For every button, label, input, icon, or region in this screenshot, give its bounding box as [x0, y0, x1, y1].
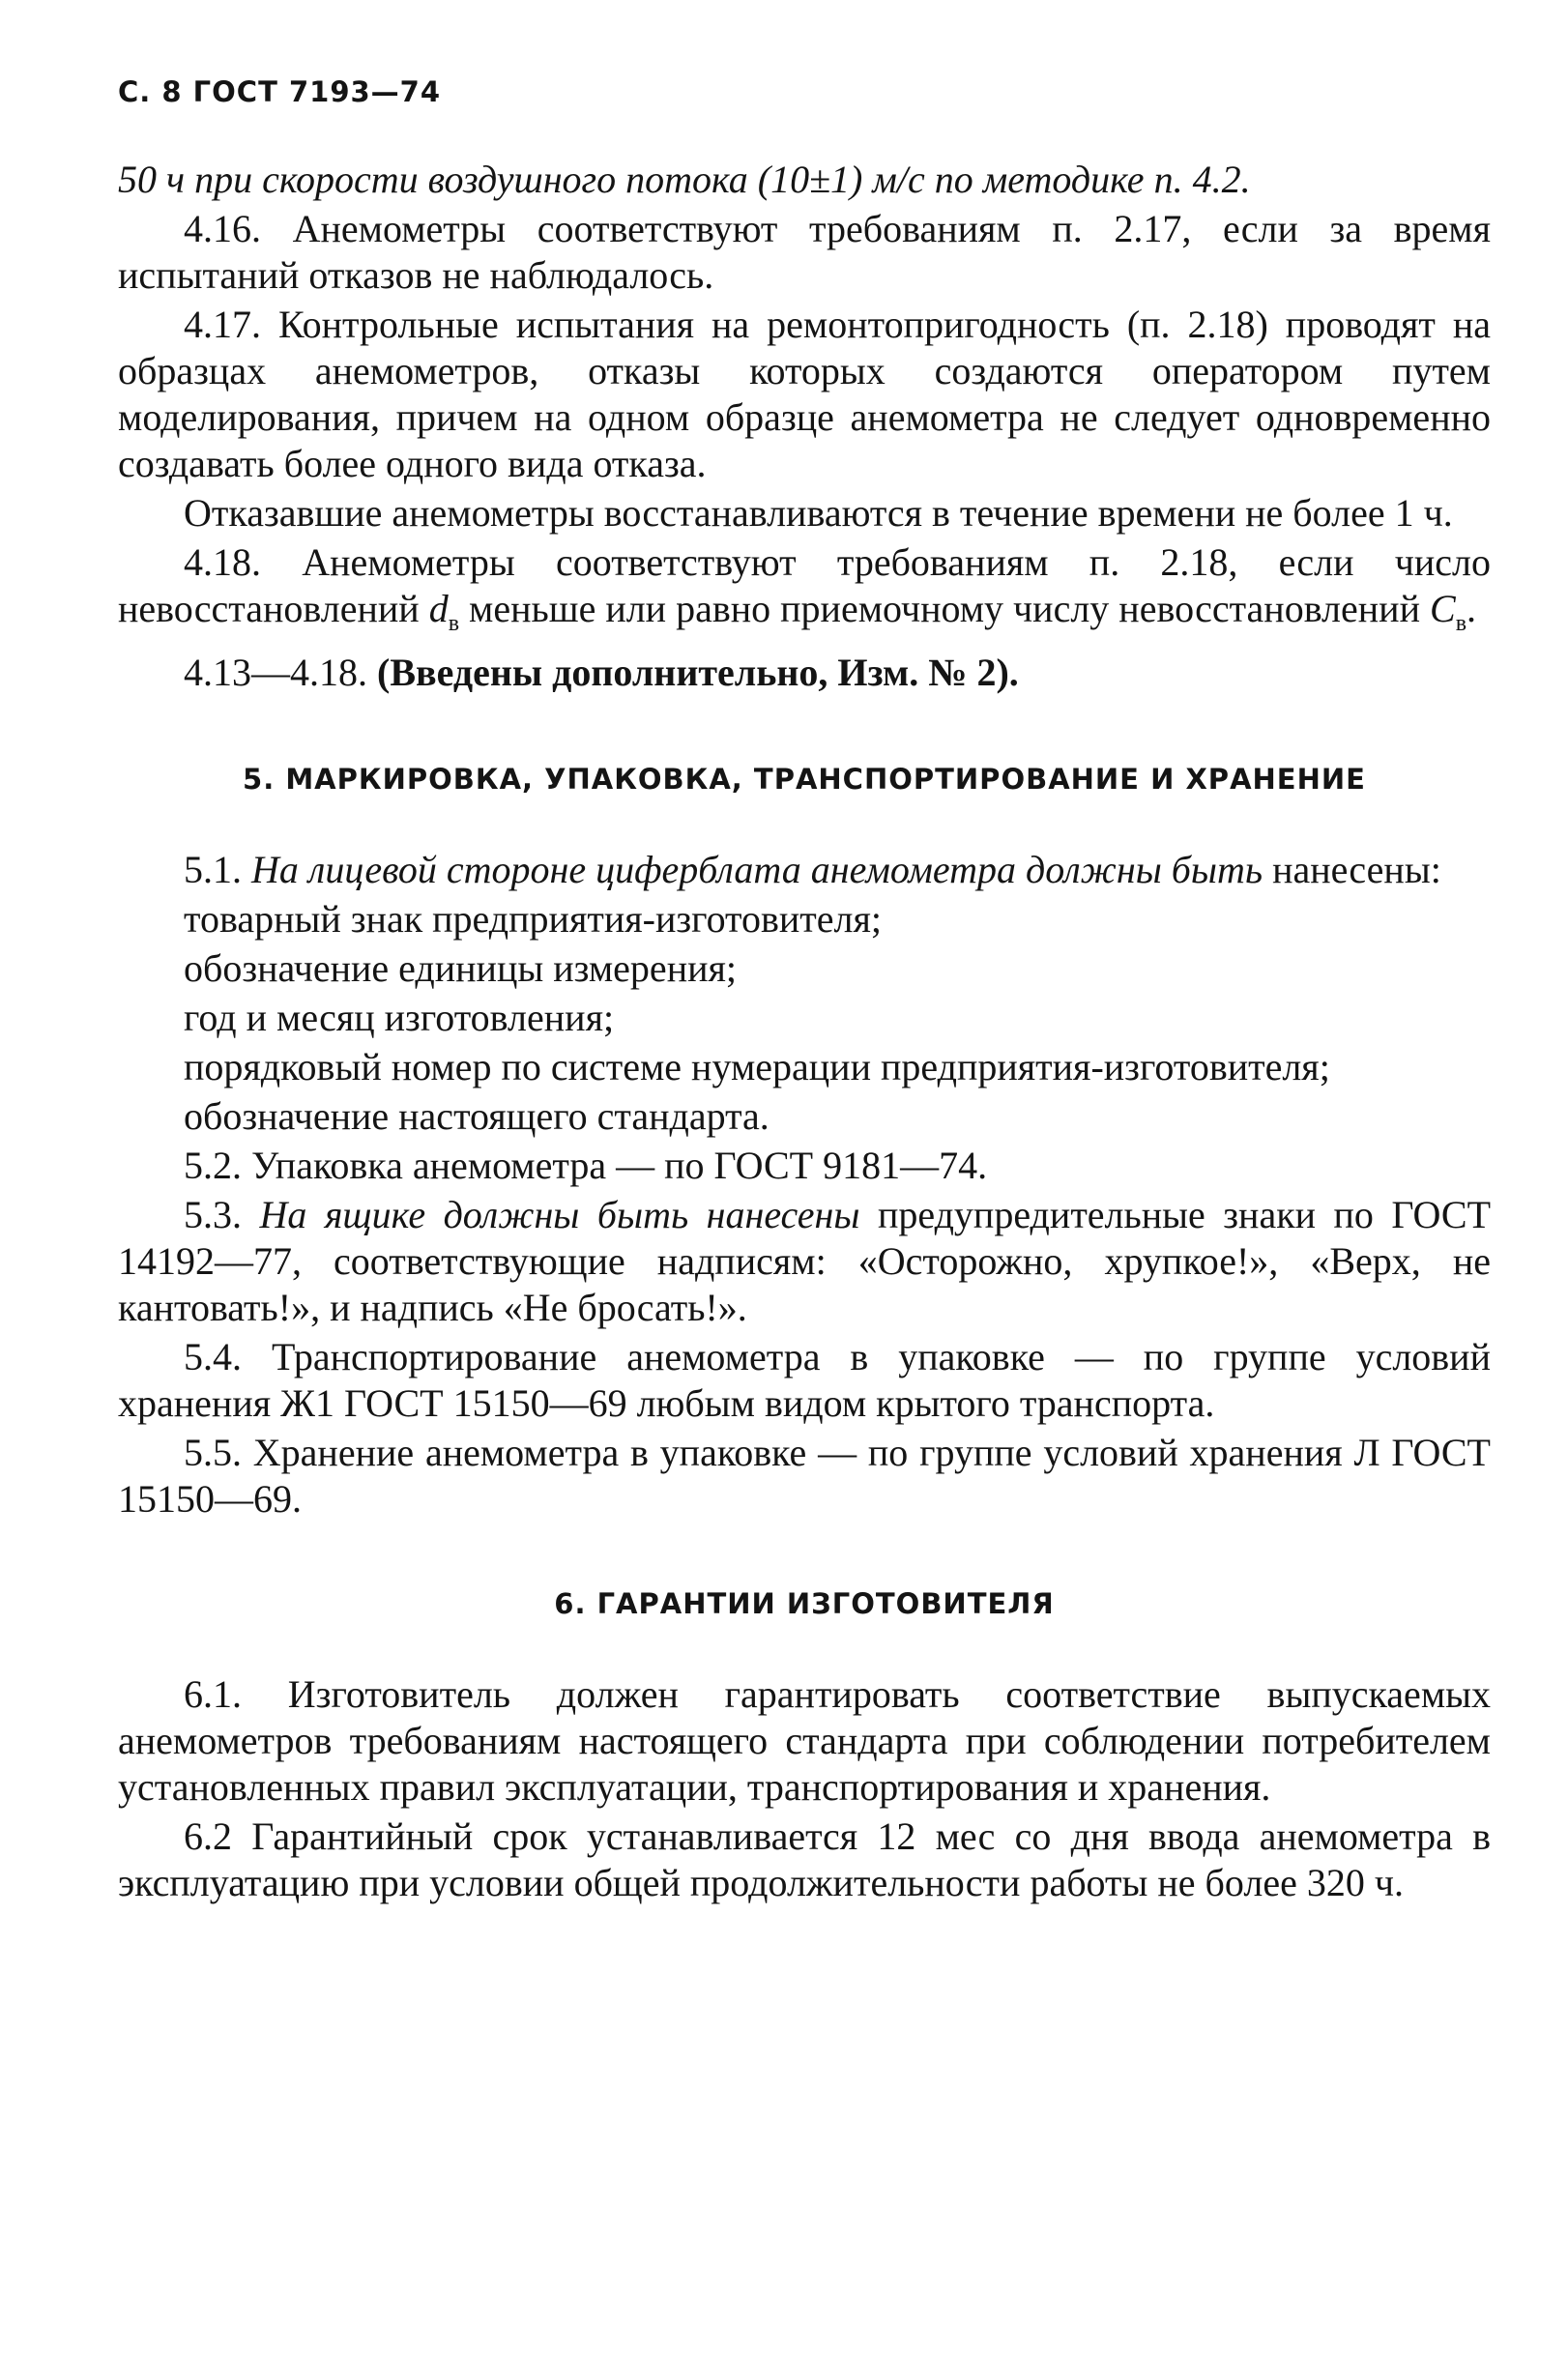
marking-item: обозначение единицы измерения; [184, 946, 738, 990]
paragraph-4-17: 4.17. Контрольные испытания на ремонтопригодность (п. 2.18) проводят на образцах анемометров, отказы которых создаются оператором путем моделирования, причем на одном образце анемометра не следует одновременно создавать более одного вида отказа. [118, 303, 1491, 485]
paragraph-5-3-number: 5.3. [184, 1193, 260, 1236]
marking-item: обозначение настоящего стандарта. [184, 1094, 769, 1138]
marking-item: товарный знак предприятия-изготовителя; [184, 897, 882, 941]
symbol-c: C [1430, 587, 1456, 630]
amendment-note-range: 4.13—4.18. [184, 651, 377, 694]
paragraph-5-5: 5.5. Хранение анемометра в упаковке — по группе условий хранения Л ГОСТ 15150—69. [118, 1431, 1491, 1521]
marking-item: год и месяц изготовления; [184, 996, 615, 1039]
section-6-heading: 6. ГАРАНТИИ ИЗГОТОВИТЕЛЯ [554, 1587, 1055, 1620]
paragraph-4-18-text-a: 4.18. Анемометры соответствуют требованиям п. 2.18, если число невосстановлений [118, 540, 1491, 630]
paragraph-4-18-text-b: меньше или равно приемочному числу невосстановлений [459, 587, 1430, 630]
paragraph-4-15-continuation: 50 ч при скорости воздушного потока (10±1) м/с по методике п. 4.2. [118, 158, 1251, 201]
paragraph-5-1 [118, 847, 1491, 893]
paragraph-5-1-italic: На лицевой стороне циферблата анемометра должны быть [251, 848, 1263, 891]
paragraph-4-18 [118, 539, 1491, 647]
amendment-note [118, 650, 1491, 696]
paragraph-5-4: 5.4. Транспортирование анемометра в упаковке — по группе условий хранения Ж1 ГОСТ 15150—69 любым видом крытого транспорта. [118, 1335, 1491, 1425]
paragraph-5-3 [118, 1192, 1491, 1331]
running-head: С. 8 ГОСТ 7193—74 [118, 75, 442, 108]
paragraph-6-2: 6.2 Гарантийный срок устанавливается 12 мес со дня ввода анемометра в эксплуатацию при условии общей продолжительности работы не более 320 ч. [118, 1814, 1491, 1904]
paragraph-5-1-number: 5.1. [184, 848, 251, 891]
amendment-note-text: (Введены дополнительно, Изм. № 2). [377, 651, 1019, 694]
paragraph-4-18-text-c: . [1466, 587, 1477, 630]
marking-item: порядковый номер по системе нумерации предприятия-изготовителя; [184, 1045, 1330, 1088]
paragraph-5-3-rest: предупредительные знаки по ГОСТ 14192—77, соответствующие надписям: «Осторожно, хрупкое!», «Верх, не кантовать!», и надпись «Не бросать!». [118, 1193, 1492, 1329]
section-5-heading: 5. МАРКИРОВКА, УПАКОВКА, ТРАНСПОРТИРОВАНИЕ И ХРАНЕНИЕ [243, 763, 1366, 796]
symbol-d: d [428, 587, 449, 630]
symbol-d-subscript: в [448, 611, 460, 636]
paragraph-5-2: 5.2. Упаковка анемометра — по ГОСТ 9181—74. [184, 1144, 988, 1187]
paragraph-5-1-rest: нанесены: [1263, 848, 1441, 891]
paragraph-4-16: 4.16. Анемометры соответствуют требованиям п. 2.17, если за время испытаний отказов не наблюдалось. [118, 207, 1491, 297]
paragraph-4-17-failed-recovery: Отказавшие анемометры восстанавливаются в течение времени не более 1 ч. [184, 491, 1453, 535]
paragraph-6-1: 6.1. Изготовитель должен гарантировать соответствие выпускаемых анемометров требованиям настоящего стандарта при соблюдении потребителем установленных правил эксплуатации, транспортирования и хранения. [118, 1672, 1491, 1809]
paragraph-5-3-italic: На ящике должны быть нанесены [259, 1193, 860, 1236]
page-body [118, 157, 1491, 1909]
symbol-c-subscript: в [1455, 611, 1467, 636]
